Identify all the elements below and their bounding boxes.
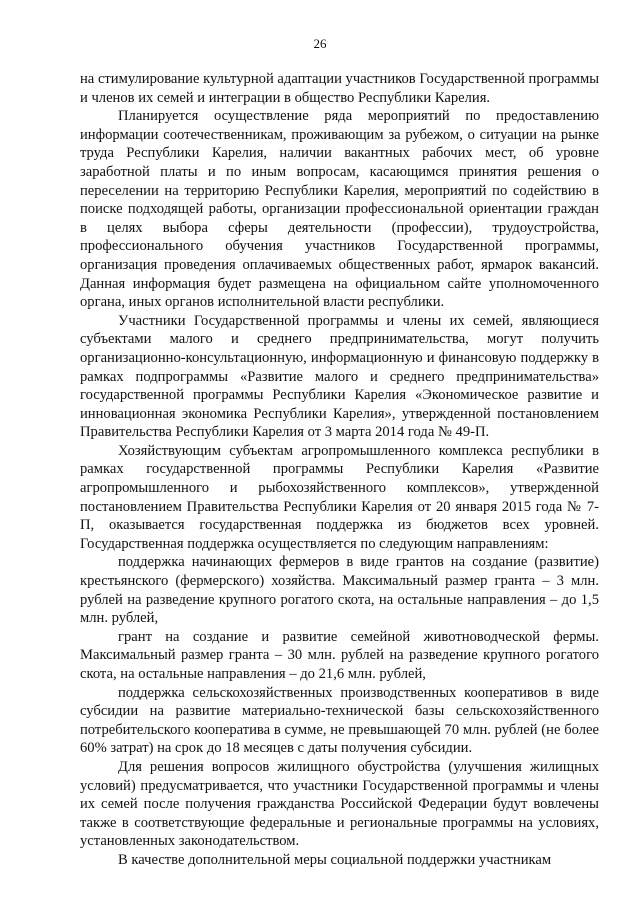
paragraph-small-business-support: Участники Государственной программы и члены их семей, являющиеся субъектами малого и среднего предпринимательства, могут получить организационно-консультационную, информационную и финансовую поддержку в рамках подпрограммы «Развитие малого и среднего предпринимательства» государственной программы Республики Карелия «Экономическое развитие и инновационная экономика Республики Карелия», утвержденной постановлением Правительства Республики Карелия от 3 марта 2014 года № 49-П.	[80, 312, 599, 441]
paragraph-family-farm-grant: грант на создание и развитие семейной животноводческой фермы. Максимальный размер гранта – 30 млн. рублей на разведение крупного рогатого скота, на остальные направления – до 21,6 млн. рублей,	[80, 628, 599, 682]
page-number: 26	[313, 36, 327, 51]
paragraph-continuation: на стимулирование культурной адаптации участников Государственной программы и членов их семей и интеграции в общество Республики Карелия.	[80, 71, 599, 106]
paragraph-housing: Для решения вопросов жилищного обустройства (улучшения жилищных условий) предусматривается, что участники Государственной программы и члены их семей после получения гражданства Российской Федерации будут вовлечены также в соответствующие федеральные и региональные программы на условиях, установленных законодательством.	[80, 758, 599, 850]
paragraph-farmer-grants: поддержка начинающих фермеров в виде грантов на создание (развитие) крестьянского (фермерского) хозяйства. Максимальный размер гранта – 3 млн. рублей на разведение крупного рогатого скота, на остальные направления – до 1,5 млн. рублей,	[80, 554, 599, 627]
body-text	[80, 70, 599, 870]
paragraph-agro-complex-support: Хозяйствующим субъектам агропромышленного комплекса республики в рамках государственной программы Республики Карелия «Развитие агропромышленного и рыбохозяйственного комплексов», утвержденной постановлением Правительства Республики Карелия от 20 января 2015 года № 7-П, оказывается государственная поддержка из бюджетов всех уровней. Государственная поддержка осуществляется по следующим направлениям:	[80, 442, 599, 552]
paragraph-cooperative-subsidy: поддержка сельскохозяйственных производственных кооперативов в виде субсидии на развитие материально-технической базы сельскохозяйственного потребительского кооператива в сумме, не превышающей 70 млн. рублей (не более 60% затрат) на срок до 18 месяцев с даты получения субсидии.	[80, 684, 599, 757]
paragraph-additional-measure: В качестве дополнительной меры социальной поддержки участникам	[118, 851, 552, 868]
paragraph-information-measures: Планируется осуществление ряда мероприятий по предоставлению информации соотечественникам, проживающим за рубежом, о ситуации на рынке труда Республики Карелия, наличии вакантных рабочих мест, об уровне заработной платы и по иным вопросам, касающимся принятия решения о переселении на территорию Республики Карелия, мероприятий по содействию в поиске подходящей работы, организации профессиональной ориентации граждан в целях выбора сферы деятельности (профессии), трудоустройства, профессионального обучения участников Государственной программы, организация проведения оплачиваемых общественных работ, ярмарок вакансий. Данная информация будет размещена на официальном сайте уполномоченного органа, иных органов исполнительной власти республики.	[80, 108, 599, 311]
